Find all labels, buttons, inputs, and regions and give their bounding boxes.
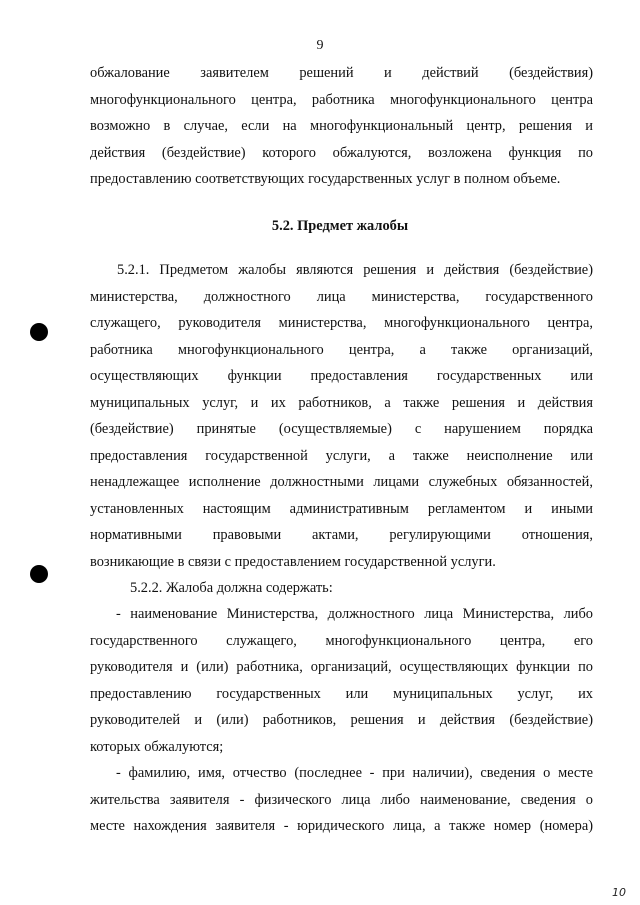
paragraph-5-2-2-title xyxy=(90,575,593,602)
text-line: действия (бездействие) которого обжалуются, возложена функция по xyxy=(90,144,593,161)
text-line: 5.2.1. Предметом жалобы являются решения и действия (бездействие) xyxy=(117,262,593,278)
text-line: министерства, должностного лица министерства, государственного xyxy=(90,288,593,305)
handwritten-page-mark: 10 xyxy=(612,886,626,899)
text-line: обжалование заявителем решений и действий (бездействия) xyxy=(90,65,593,81)
text-line: муниципальных услуг, и их работников, а также решения и действия xyxy=(90,394,593,411)
text-line: возможно в случае, если на многофункциональный центр, решения и xyxy=(90,118,593,134)
text-line: государственного служащего, многофункционального центра, его xyxy=(90,632,593,649)
text-line: руководителя и (или) работника, организаций, осуществляющих функции по xyxy=(90,659,593,675)
text-line: возникающие в связи с предоставлением государственной услуги. xyxy=(90,553,496,570)
page-number: 9 xyxy=(316,38,324,53)
text-line: которых обжалуются; xyxy=(90,738,224,755)
list-item-2-text xyxy=(90,760,593,840)
paragraph-5-2-1-text xyxy=(90,257,593,575)
text-line: осуществляющих функции предоставления государственных или xyxy=(90,368,593,384)
punch-hole-bottom xyxy=(30,565,48,583)
list-item-2 xyxy=(90,760,593,840)
text-line: - наименование Министерства, должностного лица Министерства, либо xyxy=(116,606,593,622)
text-line: установленных настоящим административным регламентом и иными xyxy=(90,500,593,517)
text-line: 5.2.2. Жалоба должна содержать: xyxy=(130,580,333,596)
intro-text xyxy=(90,60,593,193)
text-line: нормативными правовыми актами, регулирующими отношения, xyxy=(90,527,593,543)
text-line: руководителей и (или) работников, решения и действия (бездействие) xyxy=(90,712,593,728)
punch-hole-top xyxy=(30,323,48,341)
paragraph-5-2-1 xyxy=(90,257,593,575)
text-line: служащего, руководителя министерства, многофункционального центра, xyxy=(90,315,593,331)
text-line: - фамилию, имя, отчество (последнее - при наличии), сведения о месте xyxy=(116,765,593,781)
text-line: работника многофункционального центра, а также организаций, xyxy=(90,341,593,358)
list-item-1-text xyxy=(90,601,593,760)
text-line: (бездействие) принятые (осуществляемые) с нарушением порядка xyxy=(90,421,593,437)
text-line: предоставления государственной услуги, а также неисполнение или xyxy=(90,447,593,464)
text-line: многофункционального центра, работника многофункционального центра xyxy=(90,91,593,108)
text-line: жительства заявителя - физического лица либо наименование, сведения о xyxy=(90,791,593,808)
text-line: предоставлению соответствующих государственных услуг в полном объеме. xyxy=(90,171,561,187)
text-line: месте нахождения заявителя - юридического лица, а также номер (номера) xyxy=(90,818,593,834)
text-line: предоставлению государственных или муниципальных услуг, их xyxy=(90,685,593,702)
section-heading: 5.2. Предмет жалобы xyxy=(271,218,409,234)
intro-paragraph xyxy=(90,60,593,193)
paragraph-5-2-2 xyxy=(90,575,593,602)
list-item-1 xyxy=(90,601,593,760)
text-line: ненадлежащее исполнение должностными лицами служебных обязанностей, xyxy=(90,474,593,490)
